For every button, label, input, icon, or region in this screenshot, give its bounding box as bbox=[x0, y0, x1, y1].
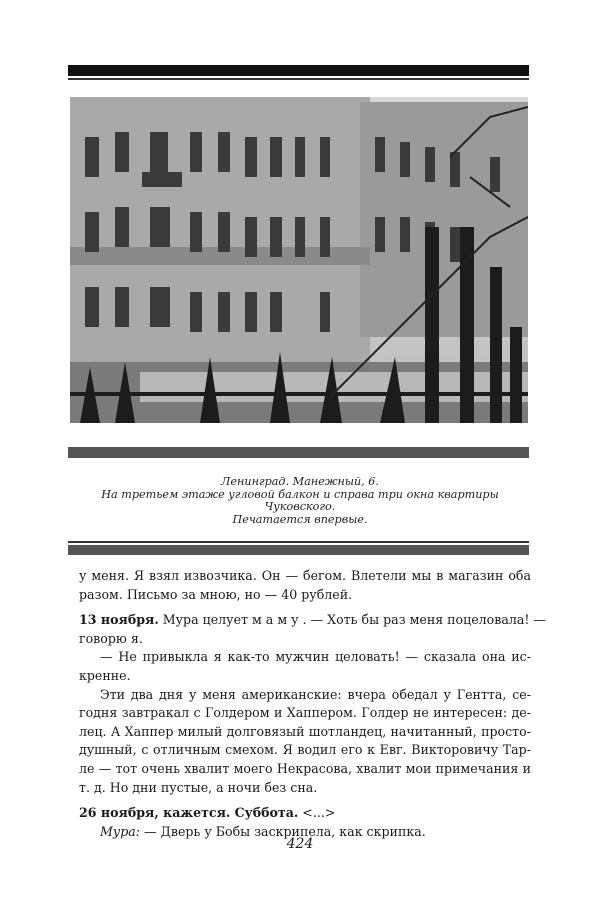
top-rule-thin bbox=[68, 78, 529, 80]
text-line: кренне. bbox=[79, 667, 131, 683]
text-line: душный, с отличным смехом. Я водил его к Евг. Викторовичу Тар- bbox=[79, 742, 531, 758]
caption-rule-top bbox=[68, 447, 529, 458]
entry-heading-line bbox=[79, 804, 531, 823]
diary-text bbox=[79, 567, 547, 841]
text-line: ле — тот очень хвалит моего Некрасова, хвалит мои примечания и bbox=[79, 760, 531, 776]
caption-rule-bottom bbox=[68, 545, 529, 555]
photo-building-manezhny-6 bbox=[70, 97, 528, 423]
text-fragment: — Дверь у Бобы заскрипела, как скрипка. bbox=[144, 823, 426, 839]
omission-mark: <...> bbox=[302, 805, 336, 821]
entry-heading-line bbox=[79, 611, 547, 630]
text-line: годня завтракал с Голдером и Хаппером. Голдер не интересен: де- bbox=[79, 705, 531, 721]
caption-rule-thin bbox=[68, 541, 529, 543]
text-line: т. д. Но дни пустые, а ночи без сна. bbox=[79, 779, 318, 795]
text-line: Эти два дня у меня американские: вчера обедал у Гентта, се- bbox=[100, 686, 531, 702]
text-line: разом. Письмо за мною, но — 40 рублей. bbox=[79, 586, 353, 602]
caption-line: На третьем этаже угловой балкон и справа три окна квартиры bbox=[101, 487, 499, 501]
entry-date: 13 ноября. bbox=[79, 612, 159, 628]
caption-line: Печатается впервые. bbox=[232, 512, 368, 526]
text-line: у меня. Я взял извозчика. Он — бегом. Влетели мы в магазин оба bbox=[79, 568, 531, 583]
speaker: Мура: bbox=[100, 823, 141, 839]
text-fragment: Мура целует м а м у . — Хоть бы раз меня поцеловала! — bbox=[162, 612, 547, 628]
top-rule bbox=[68, 65, 529, 76]
photo-caption bbox=[60, 476, 540, 526]
caption-line: Ленинград. Манежный, 6. bbox=[221, 475, 379, 488]
text-line: лец. А Хаппер милый долговязый шотландец, начитанный, просто- bbox=[79, 723, 531, 739]
page-number: 424 bbox=[286, 836, 314, 852]
caption-line: Чуковского. bbox=[264, 500, 336, 513]
text-line: — Не привыкла я как-то мужчин целовать! — сказала она ис- bbox=[100, 649, 531, 665]
text-line: говорю я. bbox=[79, 630, 143, 646]
entry-date: 26 ноября, кажется. Суббота. bbox=[79, 805, 299, 821]
